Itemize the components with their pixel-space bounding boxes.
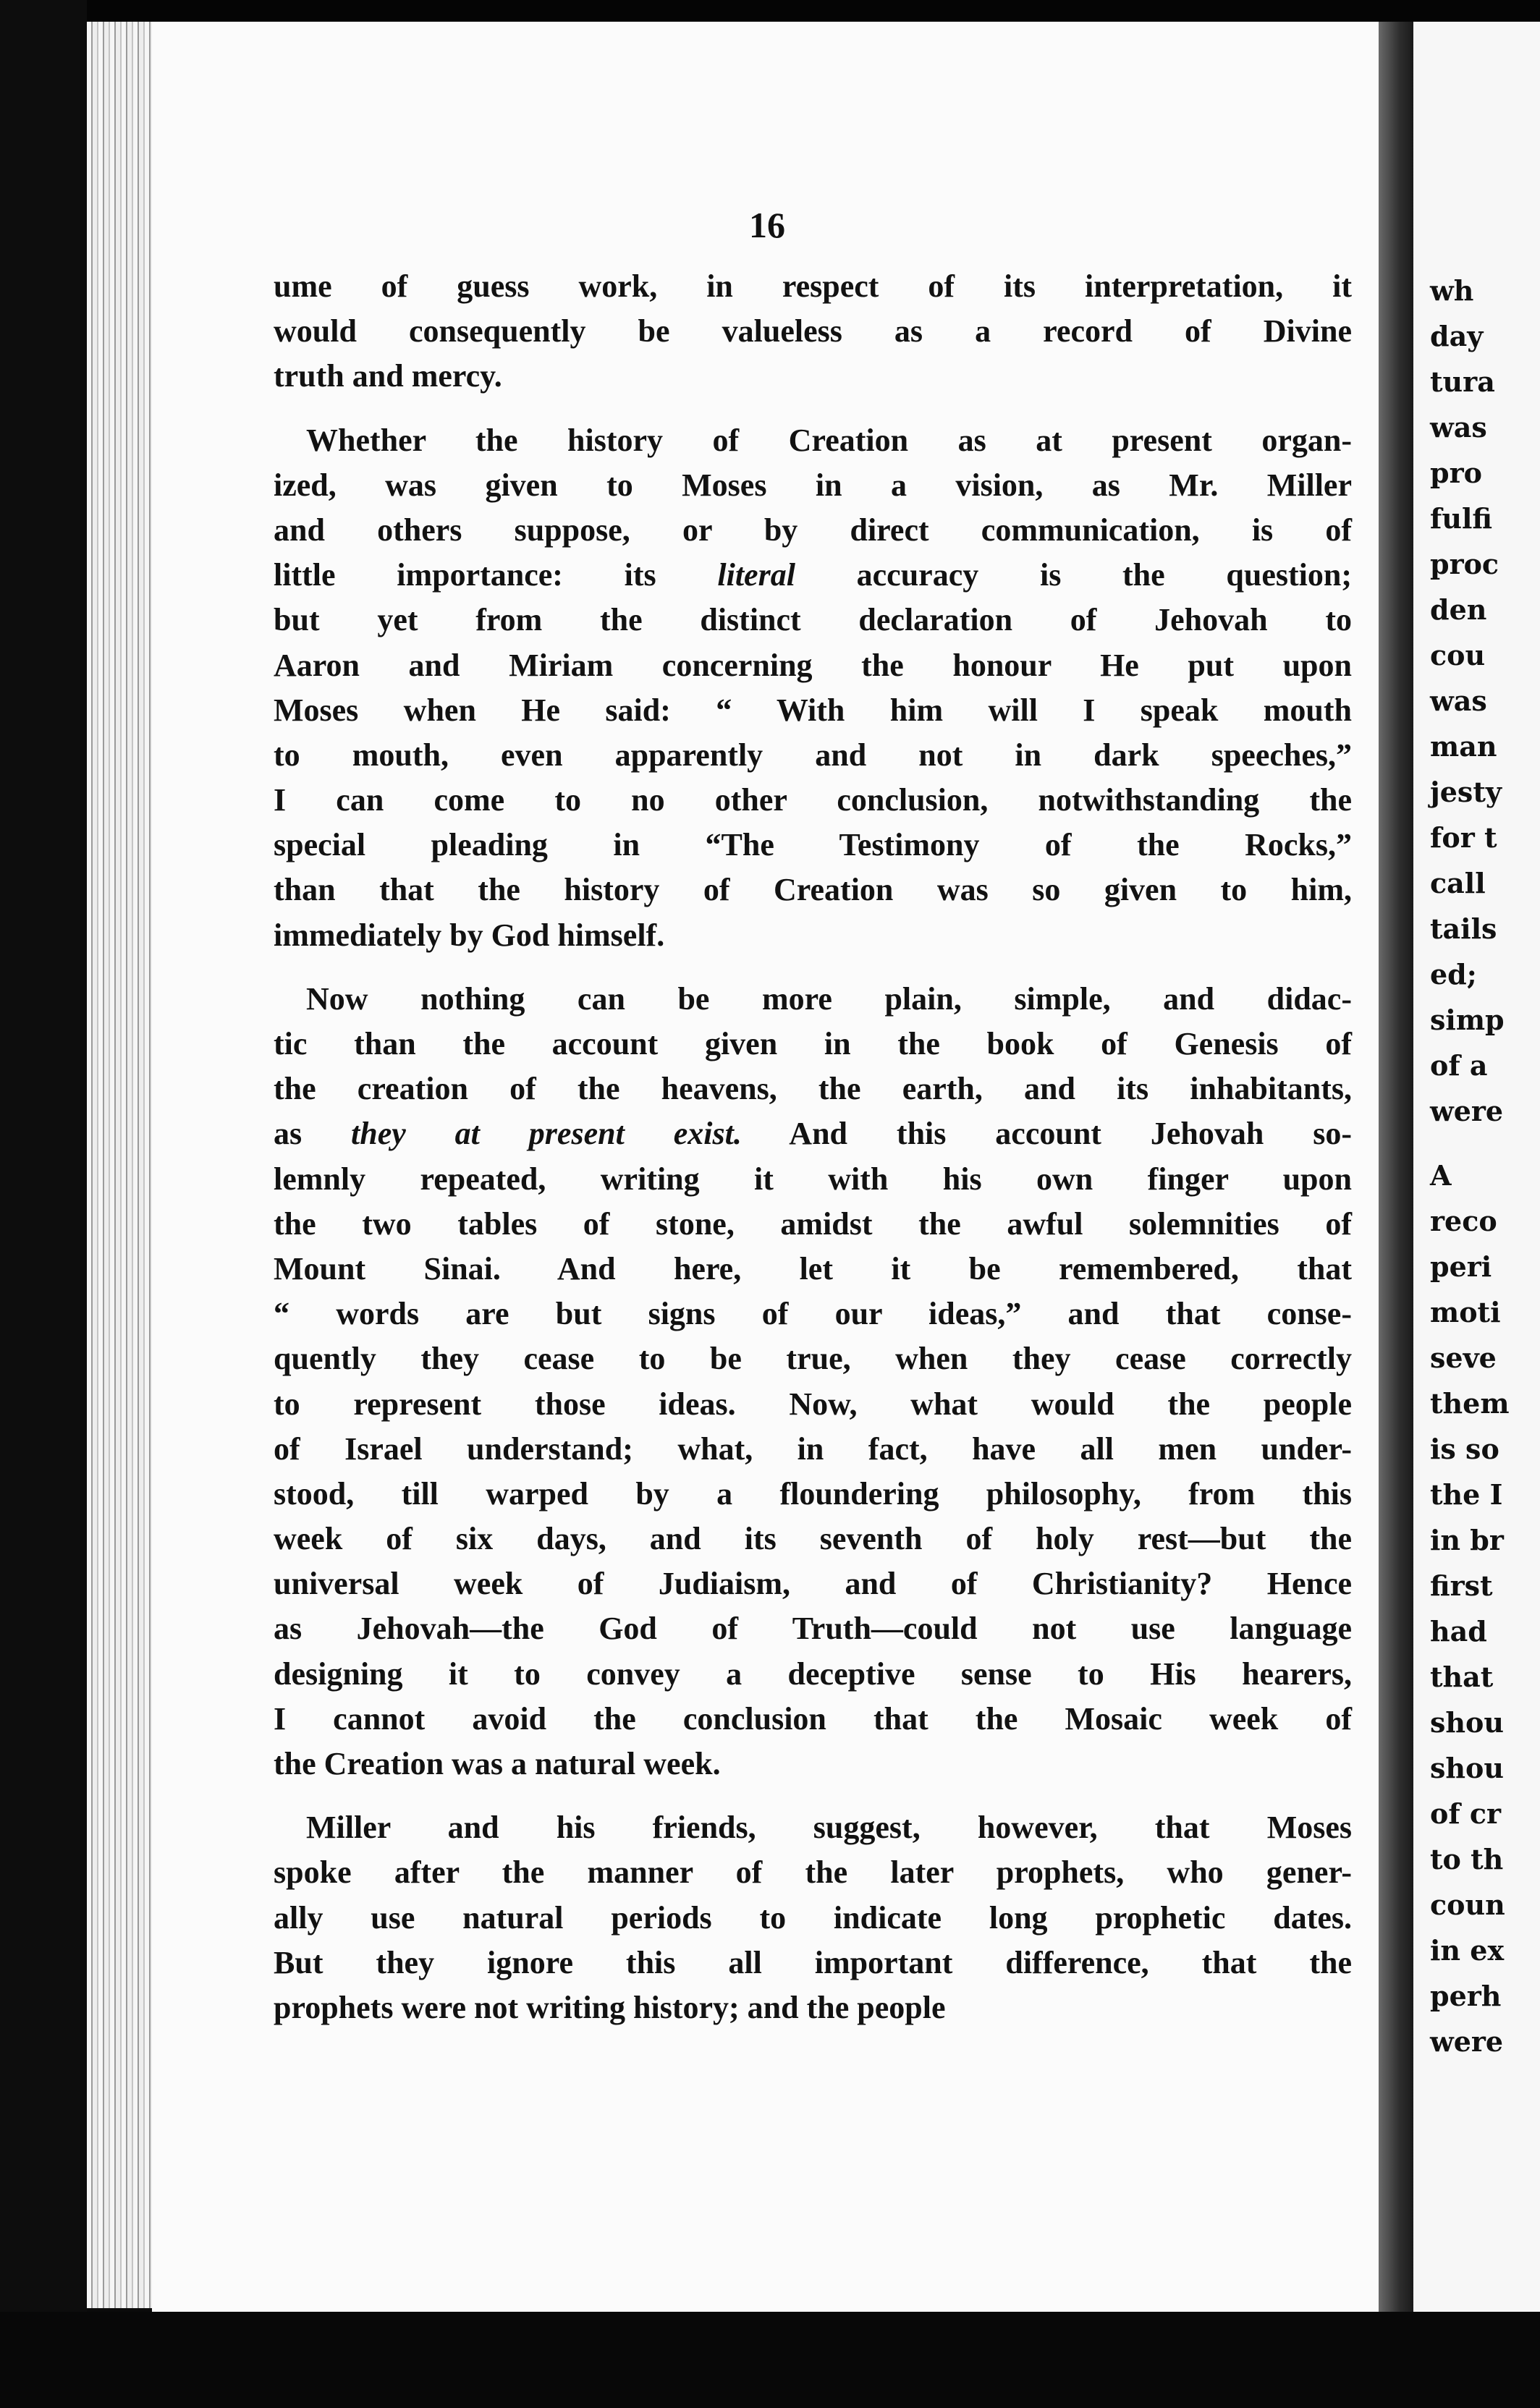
text-line: to represent those ideas. Now, what would the people xyxy=(274,1386,1352,1422)
facing-page-line: man xyxy=(1430,730,1497,763)
facing-page-line: A xyxy=(1430,1159,1452,1192)
text-line: universal week of Judiaism, and of Christianity? Hence xyxy=(274,1566,1352,1602)
facing-page-line: had xyxy=(1430,1615,1487,1648)
text-line: ized, was given to Moses in a vision, as Mr. Miller xyxy=(274,467,1352,503)
text-line: special pleading in “The Testimony of the Rocks,” xyxy=(274,827,1352,863)
facing-page-line: tura xyxy=(1430,365,1495,398)
text-line: tic than the account given in the book of Genesis of xyxy=(274,1026,1352,1061)
facing-page-line: the I xyxy=(1430,1478,1503,1511)
facing-page-line: is so xyxy=(1430,1433,1499,1465)
text-line: Now nothing can be more plain, simple, and didac- xyxy=(306,980,1352,1017)
text-line: would consequently be valueless as a record of Divine xyxy=(274,313,1352,349)
scan-border-bottom xyxy=(0,2312,1540,2408)
paragraph xyxy=(274,977,1352,1786)
text-line: as they at present exist. And this account Jehovah so- xyxy=(274,1116,1352,1152)
book-page-edges xyxy=(87,22,156,2308)
text-line: truth and mercy. xyxy=(274,358,502,394)
text-line: immediately by God himself. xyxy=(274,917,665,953)
text-line: and others suppose, or by direct communication, is of xyxy=(274,512,1352,548)
facing-page-line: tails xyxy=(1430,912,1497,945)
text-line: of Israel understand; what, in fact, have all men under- xyxy=(274,1430,1352,1467)
facing-page-line: were xyxy=(1430,1095,1504,1127)
scan-border-left xyxy=(0,0,87,2408)
text-line: Miller and his friends, suggest, however, that Moses xyxy=(306,1810,1352,1846)
facing-page-line: perh xyxy=(1430,1980,1502,2012)
body-text xyxy=(274,264,1352,2030)
text-line: prophets were not writing history; and the people xyxy=(274,1989,946,2025)
text-line: week of six days, and its seventh of holy rest—but the xyxy=(274,1521,1352,1557)
text-line: designing it to convey a deceptive sense to His hearers, xyxy=(274,1656,1352,1692)
facing-page-line: shou xyxy=(1430,1706,1504,1739)
text-line: Whether the history of Creation as at present organ- xyxy=(306,422,1352,458)
text-line: spoke after the manner of the later prophets, who gener- xyxy=(274,1854,1352,1891)
text-line: but yet from the distinct declaration of Jehovah to xyxy=(274,602,1352,638)
facing-page-line: peri xyxy=(1430,1250,1492,1283)
text-line: to mouth, even apparently and not in dark speeches,” xyxy=(274,737,1352,773)
facing-page-line: of cr xyxy=(1430,1797,1502,1830)
facing-page-line: in ex xyxy=(1430,1934,1505,1967)
facing-page-line: simp xyxy=(1430,1004,1505,1036)
facing-page-line: jesty xyxy=(1430,776,1502,808)
text-line: ally use natural periods to indicate long prophetic dates. xyxy=(274,1899,1352,1936)
facing-page-line: were xyxy=(1430,2025,1504,2058)
text-line: quently they cease to be true, when they cease correctly xyxy=(274,1341,1352,1377)
text-line: little importance: its literal accuracy is the question; xyxy=(274,557,1352,593)
facing-page-line: seve xyxy=(1430,1341,1497,1374)
facing-page-line: moti xyxy=(1430,1296,1501,1328)
text-line: the creation of the heavens, the earth, and its inhabitants, xyxy=(274,1071,1352,1107)
text-line: Mount Sinai. And here, let it be remembered, that xyxy=(274,1250,1352,1286)
facing-page-line: first xyxy=(1430,1569,1493,1602)
text-line: Aaron and Miriam concerning the honour He put upon xyxy=(274,647,1352,683)
facing-page-line: reco xyxy=(1430,1205,1497,1237)
facing-page-line: was xyxy=(1430,411,1487,444)
facing-page-line: shou xyxy=(1430,1752,1504,1784)
facing-page-line: in br xyxy=(1430,1524,1504,1556)
facing-page-line: them xyxy=(1430,1387,1510,1420)
facing-page-text xyxy=(1413,268,1510,2064)
facing-page-line: cou xyxy=(1430,639,1486,671)
text-line: ume of guess work, in respect of its interpretation, it xyxy=(274,268,1352,304)
text-line: stood, till warped by a floundering philosophy, from this xyxy=(274,1475,1352,1512)
paragraph xyxy=(274,418,1352,958)
paragraph xyxy=(274,264,1352,399)
facing-page xyxy=(1413,22,1540,2312)
text-line: than that the history of Creation was so given to him, xyxy=(274,872,1352,908)
paragraph xyxy=(274,1805,1352,2030)
facing-page-line: to th xyxy=(1430,1843,1504,1875)
text-line: lemnly repeated, writing it with his own finger upon xyxy=(274,1161,1352,1197)
facing-page-line: for t xyxy=(1430,821,1497,854)
text-line: Moses when He said: “ With him will I speak mouth xyxy=(274,692,1352,728)
scan-border-top xyxy=(0,0,1540,22)
facing-page-line: day xyxy=(1430,320,1484,352)
facing-page-line: pro xyxy=(1430,457,1482,489)
facing-page-line: wh xyxy=(1430,274,1474,307)
facing-page-line: of a xyxy=(1430,1049,1488,1082)
facing-page-line: den xyxy=(1430,593,1487,626)
text-line: the Creation was a natural week. xyxy=(274,1746,721,1781)
text-line: as Jehovah—the God of Truth—could not use language xyxy=(274,1611,1352,1647)
facing-page-line: that xyxy=(1430,1661,1494,1693)
facing-page-line: fulfi xyxy=(1430,502,1493,535)
page-number: 16 xyxy=(749,205,785,245)
facing-page-line: ed; xyxy=(1430,958,1477,991)
facing-page-line: call xyxy=(1430,867,1486,899)
text-line: I can come to no other conclusion, notwithstanding the xyxy=(274,782,1352,818)
text-line: But they ignore this all important difference, that the xyxy=(274,1944,1352,1980)
facing-page-line: was xyxy=(1430,684,1487,717)
facing-page-line: proc xyxy=(1430,548,1499,580)
text-line: “ words are but signs of our ideas,” and that conse- xyxy=(274,1296,1352,1332)
text-line: the two tables of stone, amidst the awful solemnities of xyxy=(274,1205,1352,1242)
book-gutter-shadow xyxy=(1379,22,1413,2312)
text-line: I cannot avoid the conclusion that the Mosaic week of xyxy=(274,1700,1352,1737)
facing-page-line: coun xyxy=(1430,1888,1505,1921)
